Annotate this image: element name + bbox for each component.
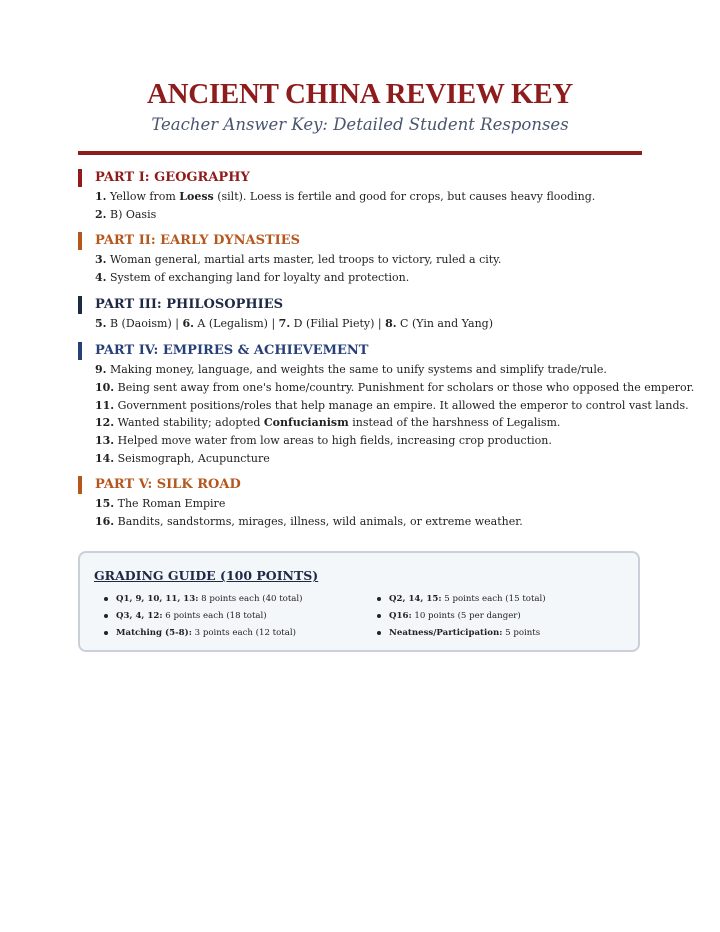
grading-item xyxy=(389,610,521,622)
answer-number: 5. xyxy=(95,317,107,330)
grading-value: 8 points each (40 total) xyxy=(198,594,303,604)
grading-value: 5 points each (15 total) xyxy=(441,594,546,604)
answer-number: 3. xyxy=(95,253,107,266)
grading-label: Q2, 14, 15: xyxy=(389,594,442,604)
answer-text: System of exchanging land for loyalty and protection. xyxy=(106,271,410,284)
grading-item xyxy=(116,593,303,605)
grading-label: Q16: xyxy=(389,611,412,621)
answer-item xyxy=(95,381,694,395)
grading-value: 5 points xyxy=(502,628,541,638)
answer-number: 8. xyxy=(385,317,397,330)
answer-text: A (Legalism) | xyxy=(193,317,279,330)
answer-term: Loess xyxy=(179,190,214,203)
answer-text: Being sent away from one's home/country. Punishment for scholars or those who opposed the emperor. xyxy=(114,381,695,394)
answer-item xyxy=(95,253,501,267)
page-subtitle: Teacher Answer Key: Detailed Student Responses xyxy=(151,115,569,134)
answer-number: 2. xyxy=(95,208,107,221)
answer-text: Government positions/roles that help manage an empire. It allowed the emperor to control vast lands. xyxy=(114,399,689,412)
answer-number: 13. xyxy=(95,434,115,447)
answer-item xyxy=(95,497,225,511)
answer-item xyxy=(95,515,523,529)
grading-label: Neatness/Participation: xyxy=(389,628,503,638)
answer-text: (silt). Loess is fertile and good for crops, but causes heavy flooding. xyxy=(213,190,596,203)
answer-item xyxy=(95,416,560,430)
answer-number: 9. xyxy=(95,363,107,376)
grading-label: Q3, 4, 12: xyxy=(116,611,163,621)
answer-text: D (Filial Piety) | xyxy=(290,317,386,330)
answer-number: 14. xyxy=(95,452,115,465)
answer-number: 10. xyxy=(95,381,115,394)
answer-number: 16. xyxy=(95,515,115,528)
answer-text: B (Daoism) | xyxy=(106,317,183,330)
section-accent-bar xyxy=(78,169,82,187)
section-accent-bar xyxy=(78,296,82,314)
answer-text: C (Yin and Yang) xyxy=(396,317,493,330)
grading-item xyxy=(116,610,267,622)
header-divider xyxy=(78,151,642,155)
answer-number: 15. xyxy=(95,497,115,510)
section-accent-bar xyxy=(78,342,82,360)
answer-text: Helped move water from low areas to high fields, increasing crop production. xyxy=(114,434,552,447)
answer-item xyxy=(95,208,156,222)
grading-guide-box xyxy=(78,551,640,652)
grading-label: Matching (5-8): xyxy=(116,628,192,638)
answer-text: instead of the harshness of Legalism. xyxy=(348,416,561,429)
answer-text: Bandits, sandstorms, mirages, illness, wild animals, or extreme weather. xyxy=(114,515,523,528)
answer-number: 6. xyxy=(182,317,194,330)
page-title: ANCIENT CHINA REVIEW KEY xyxy=(146,78,574,110)
section-title: PART III: PHILOSOPHIES xyxy=(95,297,284,312)
answer-number: 7. xyxy=(278,317,291,330)
answer-number: 1. xyxy=(95,190,107,203)
answer-number: 4. xyxy=(95,271,107,284)
section-title: PART I: GEOGRAPHY xyxy=(95,170,250,185)
answer-term: Confucianism xyxy=(263,416,349,429)
answer-number: 11. xyxy=(95,399,115,412)
grading-item xyxy=(389,627,540,639)
section-accent-bar xyxy=(78,476,82,494)
grading-guide-title: GRADING GUIDE (100 POINTS) xyxy=(94,568,319,583)
answer-item xyxy=(95,271,409,285)
answer-text: Yellow from xyxy=(106,190,180,203)
section-title: PART II: EARLY DYNASTIES xyxy=(95,233,301,248)
answer-item xyxy=(95,434,552,448)
section-accent-bar xyxy=(78,232,82,250)
answer-text: B) Oasis xyxy=(106,208,157,221)
grading-item xyxy=(116,627,296,639)
section-title: PART V: SILK ROAD xyxy=(95,477,241,492)
answer-text: The Roman Empire xyxy=(114,497,226,510)
grading-value: 6 points each (18 total) xyxy=(162,611,267,621)
section-title: PART IV: EMPIRES & ACHIEVEMENT xyxy=(95,343,369,358)
answer-text: Making money, language, and weights the same to unify systems and simplify trade/rule. xyxy=(106,363,607,376)
answer-text: Woman general, martial arts master, led troops to victory, ruled a city. xyxy=(106,253,502,266)
grading-item xyxy=(389,593,546,605)
matching-answers xyxy=(95,317,493,331)
answer-item xyxy=(95,452,270,466)
answer-text: Wanted stability; adopted xyxy=(114,416,264,429)
answer-text: Seismograph, Acupuncture xyxy=(114,452,270,465)
answer-item xyxy=(95,190,595,204)
grading-label: Q1, 9, 10, 11, 13: xyxy=(116,594,199,604)
grading-value: 10 points (5 per danger) xyxy=(411,611,521,621)
answer-item xyxy=(95,399,689,413)
grading-value: 3 points each (12 total) xyxy=(191,628,296,638)
answer-item xyxy=(95,363,607,377)
answer-number: 12. xyxy=(95,416,115,429)
